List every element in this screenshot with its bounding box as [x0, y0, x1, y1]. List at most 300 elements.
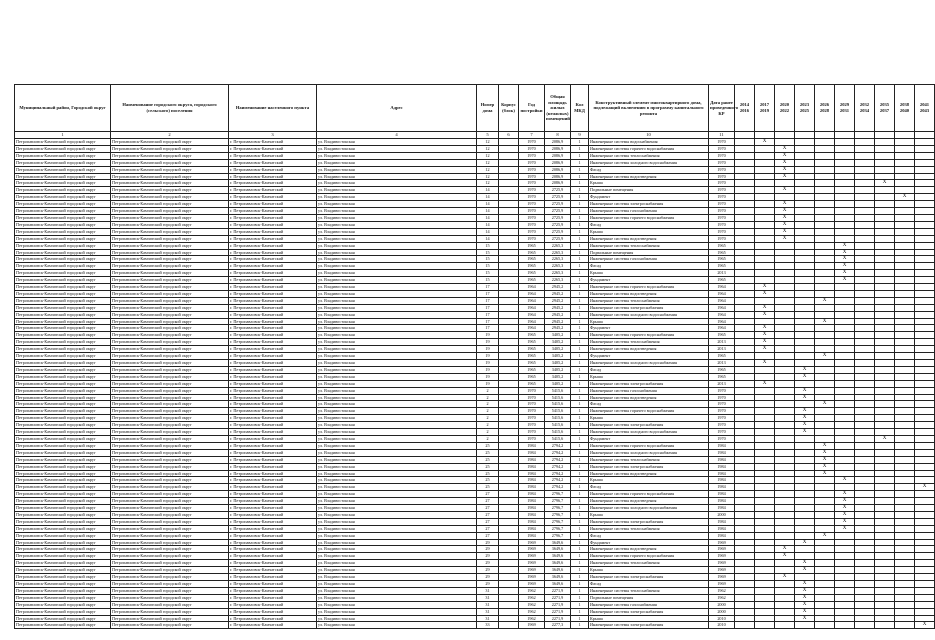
- cell-year: 1984: [519, 477, 545, 484]
- period-cell: [775, 256, 795, 263]
- cell-block: [499, 339, 519, 346]
- period-cell: [895, 187, 915, 194]
- period-cell: [795, 546, 815, 553]
- cell-area: 2945,2: [545, 284, 571, 291]
- scheduled-mark: X: [762, 290, 767, 296]
- period-cell: [775, 145, 795, 152]
- table-row: [15, 353, 935, 360]
- cell-mkd: 1: [571, 622, 589, 629]
- period-cell: [795, 553, 815, 560]
- cell-raion: Петропавловск-Камчатский городской округ: [15, 311, 111, 318]
- cell-house: 15: [477, 256, 499, 263]
- cell-house: 17: [477, 297, 499, 304]
- cell-punkt: г. Петропавловск-Камчатский: [229, 546, 317, 553]
- cell-okrug: Петропавловск-Камчатский городской округ: [111, 256, 229, 263]
- cell-element: Крыша: [589, 318, 709, 325]
- cell-element: Крыша: [589, 180, 709, 187]
- table-row: [15, 470, 935, 477]
- cell-raion: Петропавловск-Камчатский городской округ: [15, 380, 111, 387]
- table-row: [15, 277, 935, 284]
- cell-punkt: г. Петропавловск-Камчатский: [229, 152, 317, 159]
- cell-punkt: г. Петропавловск-Камчатский: [229, 360, 317, 367]
- period-cell: [895, 560, 915, 567]
- period-cell: [755, 511, 775, 518]
- period-cell: [795, 180, 815, 187]
- period-cell: [855, 553, 875, 560]
- period-cell: [895, 380, 915, 387]
- period-cell: [895, 442, 915, 449]
- cell-year: 1984: [519, 505, 545, 512]
- table-row: [15, 587, 935, 594]
- period-cell: [895, 208, 915, 215]
- cell-okrug: Петропавловск-Камчатский городской округ: [111, 173, 229, 180]
- period-cell: [775, 470, 795, 477]
- period-cell: [775, 214, 795, 221]
- period-cell: [895, 422, 915, 429]
- period-cell: [735, 139, 755, 146]
- period-cell: [775, 532, 795, 539]
- period-cell: [895, 297, 915, 304]
- period-cell: [855, 366, 875, 373]
- cell-element: Фундамент: [589, 353, 709, 360]
- period-cell: [815, 532, 835, 539]
- cell-last-repair: 1970: [709, 228, 735, 235]
- period-cell: [855, 463, 875, 470]
- table-row: [15, 318, 935, 325]
- cell-punkt: г. Петропавловск-Камчатский: [229, 581, 317, 588]
- cell-year: 1962: [519, 615, 545, 622]
- cell-address: ул. Владивостокская: [317, 601, 477, 608]
- cell-house: 25: [477, 456, 499, 463]
- period-cell: [735, 518, 755, 525]
- cell-year: 1969: [519, 581, 545, 588]
- period-cell: [915, 608, 935, 615]
- cell-address: ул. Владивостокская: [317, 435, 477, 442]
- cell-year: 1969: [519, 539, 545, 546]
- column-number: 10: [589, 132, 709, 139]
- cell-year: 1964: [519, 284, 545, 291]
- period-cell: [915, 373, 935, 380]
- period-cell: [755, 360, 775, 367]
- cell-element: Инженерные системы теплоснабжения: [589, 560, 709, 567]
- period-cell: [835, 353, 855, 360]
- cell-house: 2: [477, 429, 499, 436]
- cell-last-repair: 1964: [709, 284, 735, 291]
- cell-punkt: г. Петропавловск-Камчатский: [229, 532, 317, 539]
- cell-area: 2796,7: [545, 525, 571, 532]
- period-cell: [815, 394, 835, 401]
- cell-block: [499, 180, 519, 187]
- period-cell: [815, 511, 835, 518]
- period-cell: [875, 311, 895, 318]
- cell-area: 2796,7: [545, 505, 571, 512]
- cell-area: 2725,9: [545, 221, 571, 228]
- table-row: [15, 553, 935, 560]
- period-cell: [915, 228, 935, 235]
- cell-okrug: Петропавловск-Камчатский городской округ: [111, 532, 229, 539]
- cell-element: Инженерные системы теплоснабжения: [589, 339, 709, 346]
- period-cell: [755, 242, 775, 249]
- period-cell: [795, 387, 815, 394]
- cell-house: 2: [477, 435, 499, 442]
- cell-punkt: г. Петропавловск-Камчатский: [229, 380, 317, 387]
- cell-okrug: Петропавловск-Камчатский городской округ: [111, 498, 229, 505]
- cell-house: 15: [477, 270, 499, 277]
- column-number-row: [15, 132, 935, 139]
- cell-punkt: г. Петропавловск-Камчатский: [229, 601, 317, 608]
- period-cell: [735, 581, 755, 588]
- period-cell: [775, 194, 795, 201]
- table-row: [15, 539, 935, 546]
- cell-area: 5415,6: [545, 394, 571, 401]
- period-cell: [835, 594, 855, 601]
- cell-punkt: г. Петропавловск-Камчатский: [229, 311, 317, 318]
- period-cell: [895, 394, 915, 401]
- period-cell: [795, 456, 815, 463]
- period-cell: [855, 194, 875, 201]
- period-cell: [815, 201, 835, 208]
- cell-block: [499, 574, 519, 581]
- table-row: [15, 208, 935, 215]
- cell-house: 14: [477, 208, 499, 215]
- period-cell: [815, 145, 835, 152]
- cell-last-repair: 1984: [709, 532, 735, 539]
- cell-mkd: 1: [571, 173, 589, 180]
- table-row: [15, 194, 935, 201]
- period-cell: [895, 180, 915, 187]
- cell-address: ул. Владивостокская: [317, 449, 477, 456]
- cell-block: [499, 221, 519, 228]
- cell-year: 1970: [519, 387, 545, 394]
- period-cell: [895, 574, 915, 581]
- cell-punkt: г. Петропавловск-Камчатский: [229, 553, 317, 560]
- scheduled-mark: X: [782, 187, 787, 193]
- period-cell: [775, 463, 795, 470]
- period-cell: [775, 318, 795, 325]
- scheduled-mark: X: [882, 180, 887, 186]
- cell-block: [499, 491, 519, 498]
- cell-punkt: г. Петропавловск-Камчатский: [229, 242, 317, 249]
- cell-okrug: Петропавловск-Камчатский городской округ: [111, 422, 229, 429]
- period-cell: [835, 463, 855, 470]
- table-row: [15, 380, 935, 387]
- cell-mkd: 1: [571, 408, 589, 415]
- scheduled-mark: X: [762, 380, 767, 386]
- cell-house: 31: [477, 594, 499, 601]
- period-cell: [875, 173, 895, 180]
- period-cell: [815, 325, 835, 332]
- period-cell: [915, 415, 935, 422]
- cell-element: Инженерные системы электроснабжения: [589, 201, 709, 208]
- period-cell: [835, 587, 855, 594]
- period-cell: [895, 249, 915, 256]
- cell-last-repair: 1964: [709, 318, 735, 325]
- period-cell: [855, 435, 875, 442]
- cell-address: ул. Владивостокская: [317, 194, 477, 201]
- cell-year: 1984: [519, 463, 545, 470]
- cell-last-repair: 1970: [709, 159, 735, 166]
- cell-okrug: Петропавловск-Камчатский городской округ: [111, 594, 229, 601]
- cell-okrug: Петропавловск-Камчатский городской округ: [111, 325, 229, 332]
- period-cell: [875, 491, 895, 498]
- cell-area: 2945,2: [545, 311, 571, 318]
- period-cell: [835, 429, 855, 436]
- cell-okrug: Петропавловск-Камчатский городской округ: [111, 477, 229, 484]
- period-cell: [755, 415, 775, 422]
- cell-address: ул. Владивостокская: [317, 145, 477, 152]
- cell-okrug: Петропавловск-Камчатский городской округ: [111, 415, 229, 422]
- scheduled-mark: X: [822, 318, 827, 324]
- period-cell: [855, 304, 875, 311]
- cell-okrug: Петропавловск-Камчатский городской округ: [111, 346, 229, 353]
- cell-block: [499, 256, 519, 263]
- cell-house: 12: [477, 152, 499, 159]
- period-cell: [915, 221, 935, 228]
- period-cell: [895, 263, 915, 270]
- cell-raion: Петропавловск-Камчатский городской округ: [15, 435, 111, 442]
- period-header: 2041 2043: [915, 85, 935, 132]
- cell-mkd: 1: [571, 270, 589, 277]
- period-cell: [775, 297, 795, 304]
- cell-area: 2086,9: [545, 152, 571, 159]
- period-cell: [875, 477, 895, 484]
- period-cell: [755, 152, 775, 159]
- period-cell: [855, 518, 875, 525]
- period-cell: [755, 208, 775, 215]
- table-row: [15, 249, 935, 256]
- cell-element: Фасад: [589, 532, 709, 539]
- scheduled-mark: X: [762, 284, 767, 290]
- period-cell: [775, 311, 795, 318]
- period-cell: [915, 587, 935, 594]
- cell-area: 2265,3: [545, 242, 571, 249]
- cell-mkd: 1: [571, 456, 589, 463]
- period-cell: [875, 470, 895, 477]
- period-cell: [915, 242, 935, 249]
- cell-element: Инженерные системы водоотведения: [589, 546, 709, 553]
- cell-address: ул. Владивостокская: [317, 228, 477, 235]
- cell-mkd: 1: [571, 511, 589, 518]
- period-cell: [775, 180, 795, 187]
- cell-element: Фундамент: [589, 277, 709, 284]
- table-row: [15, 263, 935, 270]
- cell-punkt: г. Петропавловск-Камчатский: [229, 159, 317, 166]
- cell-block: [499, 422, 519, 429]
- period-cell: [835, 373, 855, 380]
- cell-house: 12: [477, 166, 499, 173]
- period-cell: [795, 511, 815, 518]
- period-cell: [735, 235, 755, 242]
- cell-year: 1970: [519, 159, 545, 166]
- period-cell: [875, 332, 895, 339]
- period-cell: [815, 608, 835, 615]
- cell-area: 3405,2: [545, 366, 571, 373]
- cell-mkd: 1: [571, 581, 589, 588]
- scheduled-mark: X: [782, 173, 787, 179]
- period-cell: [815, 415, 835, 422]
- column-number: 2: [111, 132, 229, 139]
- cell-okrug: Петропавловск-Камчатский городской округ: [111, 228, 229, 235]
- cell-element: Инженерные системы водоотведения: [589, 394, 709, 401]
- table-row: [15, 408, 935, 415]
- cell-area: 3649,6: [545, 567, 571, 574]
- table-row: [15, 139, 935, 146]
- cell-okrug: Петропавловск-Камчатский городской округ: [111, 242, 229, 249]
- cell-okrug: Петропавловск-Камчатский городской округ: [111, 139, 229, 146]
- cell-element: Фундамент: [589, 539, 709, 546]
- period-cell: [835, 622, 855, 629]
- cell-element: Инженерные системы водоотведения: [589, 498, 709, 505]
- scheduled-mark: X: [822, 442, 827, 448]
- cell-punkt: г. Петропавловск-Камчатский: [229, 498, 317, 505]
- cell-area: 2794,2: [545, 442, 571, 449]
- period-cell: [775, 581, 795, 588]
- cell-okrug: Петропавловск-Камчатский городской округ: [111, 145, 229, 152]
- table-row: [15, 387, 935, 394]
- cell-year: 1970: [519, 201, 545, 208]
- cell-last-repair: 1962: [709, 587, 735, 594]
- scheduled-mark: X: [762, 311, 767, 317]
- cell-raion: Петропавловск-Камчатский городской округ: [15, 587, 111, 594]
- period-cell: [855, 525, 875, 532]
- table-row: [15, 560, 935, 567]
- cell-address: ул. Владивостокская: [317, 263, 477, 270]
- cell-raion: Петропавловск-Камчатский городской округ: [15, 249, 111, 256]
- period-cell: [735, 332, 755, 339]
- period-cell: [795, 408, 815, 415]
- period-cell: [915, 601, 935, 608]
- cell-last-repair: 1970: [709, 387, 735, 394]
- period-cell: [815, 442, 835, 449]
- cell-address: ул. Владивостокская: [317, 187, 477, 194]
- period-cell: [755, 587, 775, 594]
- cell-area: 3405,2: [545, 332, 571, 339]
- cell-okrug: Петропавловск-Камчатский городской округ: [111, 401, 229, 408]
- cell-year: 1970: [519, 435, 545, 442]
- period-cell: [755, 532, 775, 539]
- period-cell: [915, 574, 935, 581]
- period-cell: [915, 380, 935, 387]
- cell-address: ул. Владивостокская: [317, 484, 477, 491]
- cell-year: 1964: [519, 290, 545, 297]
- period-cell: [755, 180, 775, 187]
- cell-last-repair: 1965: [709, 353, 735, 360]
- table-row: [15, 366, 935, 373]
- cell-raion: Петропавловск-Камчатский городской округ: [15, 201, 111, 208]
- period-cell: [795, 166, 815, 173]
- cell-block: [499, 235, 519, 242]
- cell-year: 1962: [519, 608, 545, 615]
- cell-okrug: Петропавловск-Камчатский городской округ: [111, 408, 229, 415]
- cell-punkt: г. Петропавловск-Камчатский: [229, 463, 317, 470]
- cell-mkd: 1: [571, 415, 589, 422]
- period-cell: [855, 353, 875, 360]
- scheduled-mark: X: [822, 470, 827, 476]
- period-cell: [855, 456, 875, 463]
- period-cell: [835, 560, 855, 567]
- period-cell: [815, 587, 835, 594]
- period-cell: [795, 525, 815, 532]
- period-cell: [815, 429, 835, 436]
- period-header: 2017 2019: [755, 85, 775, 132]
- period-cell: [915, 546, 935, 553]
- period-cell: [895, 463, 915, 470]
- period-cell: [895, 270, 915, 277]
- period-cell: [835, 145, 855, 152]
- cell-mkd: 1: [571, 290, 589, 297]
- period-cell: [815, 539, 835, 546]
- capital-repair-program-table: [14, 84, 935, 629]
- period-cell: [895, 256, 915, 263]
- period-cell: [775, 608, 795, 615]
- cell-house: 25: [477, 477, 499, 484]
- cell-house: 17: [477, 318, 499, 325]
- period-cell: [875, 463, 895, 470]
- period-cell: [895, 449, 915, 456]
- period-cell: [735, 159, 755, 166]
- cell-address: ул. Владивостокская: [317, 311, 477, 318]
- table-row: [15, 311, 935, 318]
- cell-area: 2794,2: [545, 477, 571, 484]
- cell-address: ул. Владивостокская: [317, 373, 477, 380]
- period-cell: [895, 622, 915, 629]
- period-cell: [775, 159, 795, 166]
- cell-house: 19: [477, 339, 499, 346]
- cell-punkt: г. Петропавловск-Камчатский: [229, 456, 317, 463]
- cell-element: Инженерные системы горячего водоснабжения: [589, 408, 709, 415]
- period-cell: [795, 201, 815, 208]
- cell-raion: Петропавловск-Камчатский городской округ: [15, 228, 111, 235]
- scheduled-mark: X: [782, 166, 787, 172]
- cell-okrug: Петропавловск-Камчатский городской округ: [111, 166, 229, 173]
- cell-block: [499, 608, 519, 615]
- cell-mkd: 1: [571, 297, 589, 304]
- period-cell: [915, 173, 935, 180]
- period-cell: [795, 505, 815, 512]
- period-cell: [895, 505, 915, 512]
- period-cell: [855, 505, 875, 512]
- scheduled-mark: X: [842, 249, 847, 255]
- period-cell: [735, 187, 755, 194]
- scheduled-mark: X: [802, 560, 807, 566]
- table-row: [15, 456, 935, 463]
- period-cell: [795, 594, 815, 601]
- period-cell: [875, 304, 895, 311]
- cell-area: 2725,9: [545, 187, 571, 194]
- period-cell: [795, 159, 815, 166]
- period-cell: [795, 518, 815, 525]
- period-cell: [755, 581, 775, 588]
- period-cell: [775, 152, 795, 159]
- period-cell: [815, 491, 835, 498]
- cell-house: 12: [477, 173, 499, 180]
- period-cell: [855, 284, 875, 291]
- cell-raion: Петропавловск-Камчатский городской округ: [15, 353, 111, 360]
- period-cell: [835, 477, 855, 484]
- scheduled-mark: X: [802, 594, 807, 600]
- cell-punkt: г. Петропавловск-Камчатский: [229, 373, 317, 380]
- period-cell: [775, 518, 795, 525]
- cell-punkt: г. Петропавловск-Камчатский: [229, 290, 317, 297]
- cell-last-repair: 2013: [709, 270, 735, 277]
- scheduled-mark: X: [782, 546, 787, 552]
- cell-raion: Петропавловск-Камчатский городской округ: [15, 470, 111, 477]
- cell-mkd: 1: [571, 166, 589, 173]
- period-cell: [755, 560, 775, 567]
- column-number: 9: [571, 132, 589, 139]
- cell-element: Инженерные системы электроснабжения: [589, 608, 709, 615]
- cell-house: 17: [477, 311, 499, 318]
